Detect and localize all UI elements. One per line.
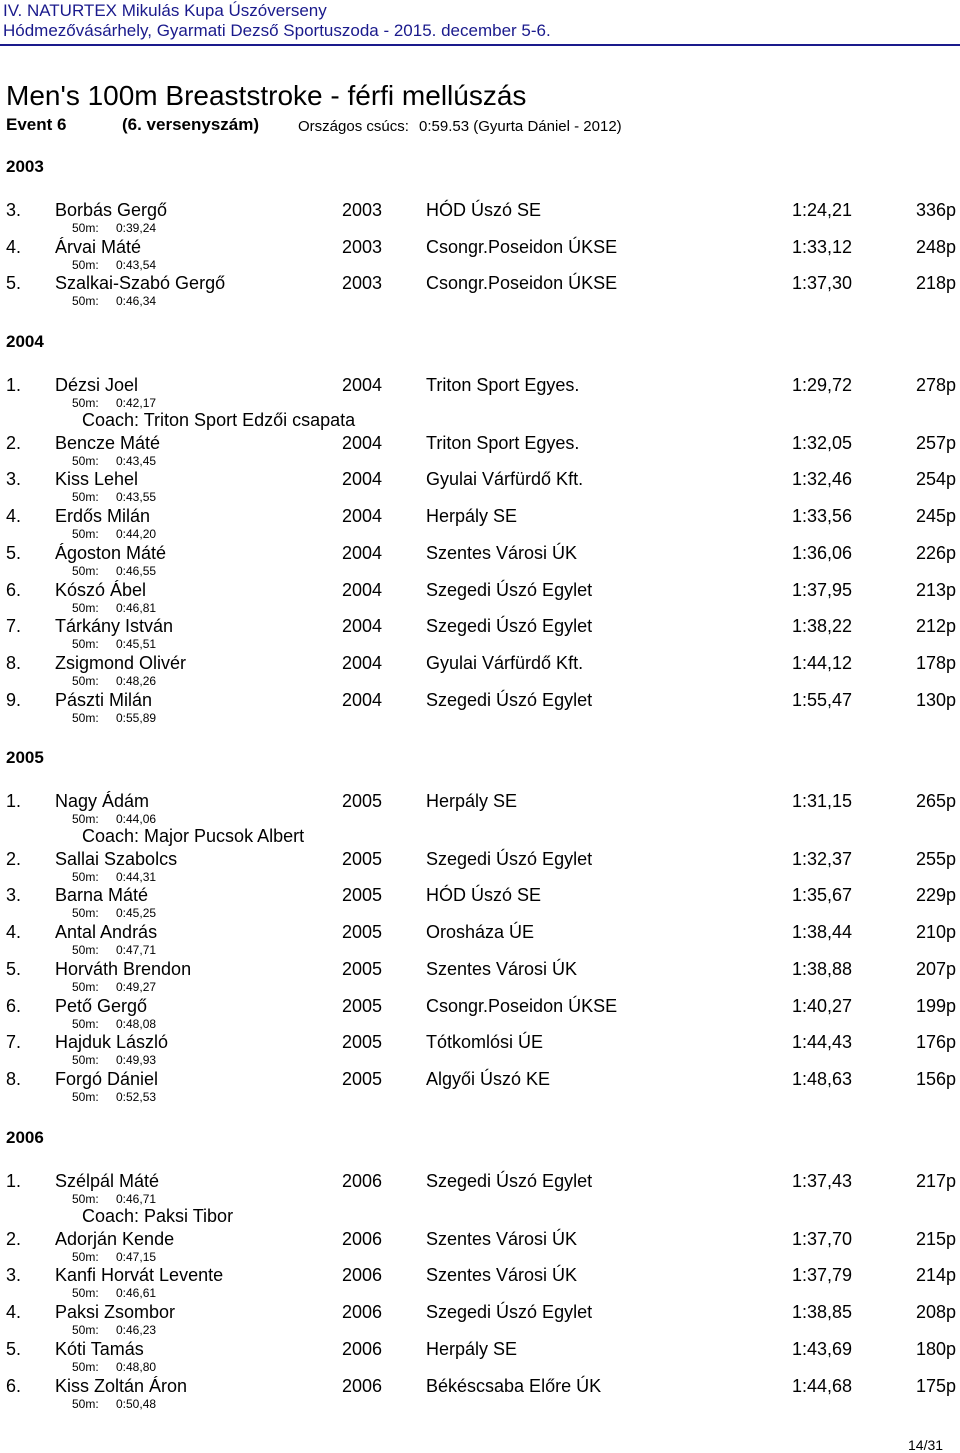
split-time	[72, 1250, 156, 1264]
split-value: 0:46,23	[116, 1323, 157, 1338]
swimmer-name: Tárkány István	[55, 616, 174, 637]
result-time: 1:43,69	[791, 1338, 852, 1359]
club-name: Szegedi Úszó Egylet	[426, 1302, 593, 1323]
split-label: 50m:	[72, 710, 99, 725]
result-time: 1:29,72	[791, 375, 852, 395]
result-place: 7.	[6, 616, 22, 637]
club-name: Szegedi Úszó Egylet	[426, 1171, 593, 1191]
result-time: 1:32,46	[791, 469, 852, 490]
split-time	[72, 943, 156, 957]
swimmer-name: Erdős Milán	[55, 506, 151, 527]
record-label: Országos csúcs:	[298, 118, 409, 135]
swimmer-name: Forgó Dániel	[55, 1068, 159, 1089]
result-time: 1:31,15	[791, 791, 852, 811]
split-label: 50m:	[72, 490, 99, 505]
club-name: Szentes Városi ÚK	[426, 542, 578, 563]
result-row	[0, 1302, 960, 1324]
result-row	[0, 959, 960, 981]
result-time: 1:37,79	[791, 1265, 852, 1286]
birth-year: 2006	[342, 1302, 383, 1323]
club-name: Herpály SE	[426, 506, 518, 527]
result-place: 1.	[6, 1171, 22, 1191]
result-row	[0, 849, 960, 871]
header-line-2: Hódmezővásárhely, Gyarmati Dezső Sportuszoda - 2015. december 5-6.	[3, 21, 551, 40]
birth-year: 2005	[342, 848, 383, 869]
split-label: 50m:	[72, 869, 99, 884]
swimmer-name: Sallai Szabolcs	[55, 848, 178, 869]
split-value: 0:47,71	[116, 943, 157, 958]
result-points: 210p	[915, 922, 956, 943]
split-value: 0:49,93	[116, 1053, 157, 1068]
club-name: Szegedi Úszó Egylet	[426, 579, 593, 600]
result-time: 1:38,44	[791, 922, 852, 943]
event-title: Men's 100m Breaststroke - férfi mellúszás	[6, 80, 527, 111]
result-time: 1:38,22	[791, 616, 852, 637]
split-label: 50m:	[72, 1053, 99, 1068]
swimmer-name: Szalkai-Szabó Gergő	[55, 273, 226, 294]
split-value: 0:45,51	[116, 637, 157, 652]
split-value: 0:46,71	[116, 1192, 157, 1206]
split-value: 0:45,25	[116, 906, 157, 921]
result-time: 1:55,47	[791, 689, 852, 710]
result-time: 1:44,43	[791, 1032, 852, 1053]
result-row	[0, 1376, 960, 1398]
birth-year: 2005	[342, 995, 383, 1016]
split-time	[72, 1090, 156, 1104]
club-name: Tótkomlósi ÚE	[426, 1032, 544, 1053]
swimmer-name: Paksi Zsombor	[55, 1302, 176, 1323]
club-name: HÓD Úszó SE	[426, 200, 542, 220]
result-points: 278p	[915, 375, 956, 395]
split-label: 50m:	[72, 396, 99, 410]
birth-year: 2004	[342, 579, 383, 600]
swimmer-name: Horváth Brendon	[55, 958, 192, 979]
result-row	[0, 996, 960, 1018]
result-points: 208p	[915, 1302, 956, 1323]
split-time	[72, 812, 156, 826]
result-time: 1:44,68	[791, 1375, 852, 1396]
split-label: 50m:	[72, 1323, 99, 1338]
result-time: 1:32,05	[791, 432, 852, 453]
result-place: 5.	[6, 542, 22, 563]
split-time	[72, 1017, 156, 1031]
split-value: 0:50,48	[116, 1396, 157, 1411]
split-time	[72, 674, 156, 688]
split-time	[72, 258, 156, 272]
result-row	[0, 506, 960, 528]
split-time	[72, 637, 156, 651]
result-place: 3.	[6, 200, 22, 220]
result-place: 5.	[6, 1338, 22, 1359]
split-label: 50m:	[72, 637, 99, 652]
swimmer-name: Nagy Ádám	[55, 791, 150, 811]
result-place: 6.	[6, 1375, 22, 1396]
split-time	[72, 1323, 156, 1337]
result-points: 215p	[915, 1228, 956, 1249]
split-label: 50m:	[72, 563, 99, 578]
club-name: Csongr.Poseidon ÚKSE	[426, 995, 618, 1016]
split-label: 50m:	[72, 1089, 99, 1104]
split-value: 0:47,15	[116, 1249, 157, 1264]
result-place: 4.	[6, 236, 22, 257]
result-points: 175p	[915, 1375, 956, 1396]
result-row	[0, 690, 960, 712]
result-time: 1:33,56	[791, 506, 852, 527]
result-row	[0, 1339, 960, 1361]
result-time: 1:48,63	[791, 1068, 852, 1089]
birth-year: 2005	[342, 922, 383, 943]
result-place: 4.	[6, 922, 22, 943]
result-row	[0, 200, 960, 222]
split-label: 50m:	[72, 1192, 99, 1206]
coach-line: Coach: Paksi Tibor	[82, 1206, 234, 1226]
birth-year: 2004	[342, 375, 383, 395]
club-name: Gyulai Várfürdő Kft.	[426, 652, 584, 673]
split-value: 0:48,08	[116, 1016, 157, 1031]
header-divider	[0, 44, 960, 46]
club-name: Csongr.Poseidon ÚKSE	[426, 236, 618, 257]
birth-year: 2004	[342, 689, 383, 710]
swimmer-name: Dézsi Joel	[55, 375, 139, 395]
split-time	[72, 564, 156, 578]
result-time: 1:37,30	[791, 273, 852, 294]
birth-year: 2005	[342, 958, 383, 979]
national-record	[298, 118, 628, 135]
split-time	[72, 294, 156, 308]
swimmer-name: Barna Máté	[55, 885, 149, 906]
result-row	[0, 653, 960, 675]
result-points: 214p	[915, 1265, 956, 1286]
header-line-1: IV. NATURTEX Mikulás Kupa Úszóverseny	[3, 1, 327, 20]
club-name: Szentes Városi ÚK	[426, 1265, 578, 1286]
result-row	[0, 885, 960, 907]
swimmer-name: Szélpál Máté	[55, 1171, 160, 1191]
split-value: 0:44,20	[116, 527, 157, 542]
birth-year: 2006	[342, 1171, 383, 1191]
result-time: 1:36,06	[791, 542, 852, 563]
split-time	[72, 527, 156, 541]
club-name: Herpály SE	[426, 791, 518, 811]
swimmer-name: Kanfi Horvát Levente	[55, 1265, 224, 1286]
split-value: 0:49,27	[116, 979, 157, 994]
birth-year: 2003	[342, 236, 383, 257]
birth-year: 2005	[342, 791, 383, 811]
split-value: 0:46,61	[116, 1286, 157, 1301]
split-label: 50m:	[72, 812, 99, 826]
swimmer-name: Ágoston Máté	[55, 542, 167, 563]
result-row	[0, 1229, 960, 1251]
split-label: 50m:	[72, 1396, 99, 1411]
split-value: 0:46,34	[116, 294, 157, 309]
year-heading: 2003	[6, 157, 44, 176]
result-time: 1:32,37	[791, 848, 852, 869]
swimmer-name: Kószó Ábel	[55, 579, 147, 600]
split-value: 0:43,55	[116, 490, 157, 505]
split-label: 50m:	[72, 527, 99, 542]
event-label: Event 6	[6, 115, 67, 134]
club-name: Szegedi Úszó Egylet	[426, 689, 593, 710]
result-row	[0, 791, 960, 813]
result-row	[0, 1171, 960, 1193]
result-place: 1.	[6, 375, 22, 395]
result-points: 254p	[915, 469, 956, 490]
birth-year: 2006	[342, 1228, 383, 1249]
split-value: 0:48,26	[116, 673, 157, 688]
result-place: 5.	[6, 958, 22, 979]
swimmer-name: Pászti Milán	[55, 689, 153, 710]
club-name: Gyulai Várfürdő Kft.	[426, 469, 584, 490]
split-time	[72, 906, 156, 920]
result-place: 2.	[6, 1228, 22, 1249]
split-label: 50m:	[72, 294, 99, 309]
split-label: 50m:	[72, 1016, 99, 1031]
split-label: 50m:	[72, 600, 99, 615]
club-name: Herpály SE	[426, 1338, 518, 1359]
club-name: Szentes Városi ÚK	[426, 958, 578, 979]
result-row	[0, 1032, 960, 1054]
result-place: 4.	[6, 1302, 22, 1323]
split-time	[72, 980, 156, 994]
swimmer-name: Zsigmond Olivér	[55, 652, 187, 673]
result-place: 8.	[6, 1068, 22, 1089]
split-label: 50m:	[72, 1286, 99, 1301]
birth-year: 2006	[342, 1265, 383, 1286]
split-value: 0:52,53	[116, 1089, 157, 1104]
split-value: 0:42,17	[116, 396, 157, 410]
birth-year: 2004	[342, 616, 383, 637]
result-row	[0, 469, 960, 491]
split-time	[72, 1053, 156, 1067]
result-points: 257p	[915, 432, 956, 453]
birth-year: 2005	[342, 885, 383, 906]
result-time: 1:44,12	[791, 652, 852, 673]
club-name: Szentes Városi ÚK	[426, 1228, 578, 1249]
result-points: 248p	[915, 236, 956, 257]
result-place: 7.	[6, 1032, 22, 1053]
result-place: 3.	[6, 885, 22, 906]
result-points: 213p	[915, 579, 956, 600]
result-place: 5.	[6, 273, 22, 294]
split-value: 0:46,55	[116, 563, 157, 578]
split-time	[72, 870, 156, 884]
swimmer-name: Kiss Zoltán Áron	[55, 1375, 188, 1396]
result-row	[0, 1069, 960, 1091]
split-time	[72, 221, 156, 235]
result-time: 1:37,95	[791, 579, 852, 600]
year-heading: 2004	[6, 332, 44, 351]
result-time: 1:24,21	[791, 200, 852, 220]
split-label: 50m:	[72, 1249, 99, 1264]
split-value: 0:55,89	[116, 710, 157, 725]
split-label: 50m:	[72, 979, 99, 994]
result-row	[0, 922, 960, 944]
result-time: 1:33,12	[791, 236, 852, 257]
result-row	[0, 375, 960, 397]
split-value: 0:43,54	[116, 257, 157, 272]
year-heading: 2005	[6, 748, 44, 767]
split-time	[72, 601, 156, 615]
birth-year: 2004	[342, 469, 383, 490]
result-row	[0, 237, 960, 259]
swimmer-name: Antal András	[55, 922, 158, 943]
result-time: 1:37,70	[791, 1228, 852, 1249]
result-row	[0, 273, 960, 295]
result-points: 180p	[915, 1338, 956, 1359]
split-time	[72, 1360, 156, 1374]
result-points: 207p	[915, 958, 956, 979]
record-value: 0:59.53 (Gyurta Dániel - 2012)	[419, 118, 622, 135]
result-row	[0, 433, 960, 455]
result-place: 4.	[6, 506, 22, 527]
split-time	[72, 1192, 156, 1206]
split-value: 0:44,06	[116, 812, 157, 826]
birth-year: 2004	[342, 506, 383, 527]
split-value: 0:39,24	[116, 221, 157, 235]
result-points: 245p	[915, 506, 956, 527]
split-time	[72, 711, 156, 725]
result-points: 178p	[915, 652, 956, 673]
swimmer-name: Kiss Lehel	[55, 469, 139, 490]
split-label: 50m:	[72, 943, 99, 958]
swimmer-name: Adorján Kende	[55, 1228, 175, 1249]
swimmer-name: Árvai Máté	[55, 236, 142, 257]
result-row	[0, 616, 960, 638]
split-label: 50m:	[72, 221, 99, 235]
result-points: 336p	[915, 200, 956, 220]
split-value: 0:44,31	[116, 869, 157, 884]
result-points: 218p	[915, 273, 956, 294]
result-place: 9.	[6, 689, 22, 710]
club-name: Békéscsaba Előre ÚK	[426, 1375, 602, 1396]
split-time	[72, 396, 156, 410]
club-name: Csongr.Poseidon ÚKSE	[426, 273, 618, 294]
birth-year: 2005	[342, 1068, 383, 1089]
result-points: 130p	[915, 689, 956, 710]
result-points: 176p	[915, 1032, 956, 1053]
split-value: 0:46,81	[116, 600, 157, 615]
result-row	[0, 543, 960, 565]
result-place: 6.	[6, 995, 22, 1016]
result-time: 1:40,27	[791, 995, 852, 1016]
result-points: 217p	[915, 1171, 956, 1191]
result-points: 229p	[915, 885, 956, 906]
club-name: Szegedi Úszó Egylet	[426, 616, 593, 637]
swimmer-name: Bencze Máté	[55, 432, 161, 453]
split-time	[72, 490, 156, 504]
birth-year: 2003	[342, 200, 383, 220]
swimmer-name: Kóti Tamás	[55, 1338, 144, 1359]
swimmer-name: Borbás Gergő	[55, 200, 168, 220]
result-points: 212p	[915, 616, 956, 637]
birth-year: 2005	[342, 1032, 383, 1053]
split-time	[72, 1286, 156, 1300]
split-label: 50m:	[72, 453, 99, 468]
result-time: 1:38,85	[791, 1302, 852, 1323]
result-place: 2.	[6, 432, 22, 453]
birth-year: 2004	[342, 542, 383, 563]
split-value: 0:43,45	[116, 453, 157, 468]
club-name: Orosháza ÚE	[426, 922, 535, 943]
birth-year: 2004	[342, 432, 383, 453]
split-label: 50m:	[72, 257, 99, 272]
result-place: 8.	[6, 652, 22, 673]
birth-year: 2006	[342, 1338, 383, 1359]
split-time	[72, 1397, 156, 1411]
page-number: 14/31	[908, 1437, 944, 1453]
coach-line: Coach: Major Pucsok Albert	[82, 826, 305, 846]
club-name: Algyői Úszó KE	[426, 1068, 551, 1089]
result-time: 1:35,67	[791, 885, 852, 906]
birth-year: 2004	[342, 652, 383, 673]
result-points: 255p	[915, 848, 956, 869]
swimmer-name: Hajduk László	[55, 1032, 169, 1053]
club-name: Szegedi Úszó Egylet	[426, 848, 593, 869]
result-time: 1:38,88	[791, 958, 852, 979]
year-heading: 2006	[6, 1128, 44, 1147]
result-time: 1:37,43	[791, 1171, 852, 1191]
birth-year: 2006	[342, 1375, 383, 1396]
club-name: Triton Sport Egyes.	[426, 375, 580, 395]
split-value: 0:48,80	[116, 1359, 157, 1374]
result-points: 156p	[915, 1068, 956, 1089]
result-points: 226p	[915, 542, 956, 563]
coach-line: Coach: Triton Sport Edzői csapata	[82, 410, 356, 430]
split-label: 50m:	[72, 906, 99, 921]
club-name: HÓD Úszó SE	[426, 885, 542, 906]
result-row	[0, 580, 960, 602]
result-row	[0, 1265, 960, 1287]
swimmer-name: Pető Gergő	[55, 995, 148, 1016]
result-place: 3.	[6, 1265, 22, 1286]
result-points: 199p	[915, 995, 956, 1016]
result-place: 6.	[6, 579, 22, 600]
birth-year: 2003	[342, 273, 383, 294]
split-label: 50m:	[72, 673, 99, 688]
split-time	[72, 454, 156, 468]
event-number-label: (6. versenyszám)	[122, 115, 260, 134]
result-place: 1.	[6, 791, 22, 811]
club-name: Triton Sport Egyes.	[426, 432, 580, 453]
result-points: 265p	[915, 791, 956, 811]
split-label: 50m:	[72, 1359, 99, 1374]
result-place: 2.	[6, 848, 22, 869]
result-place: 3.	[6, 469, 22, 490]
